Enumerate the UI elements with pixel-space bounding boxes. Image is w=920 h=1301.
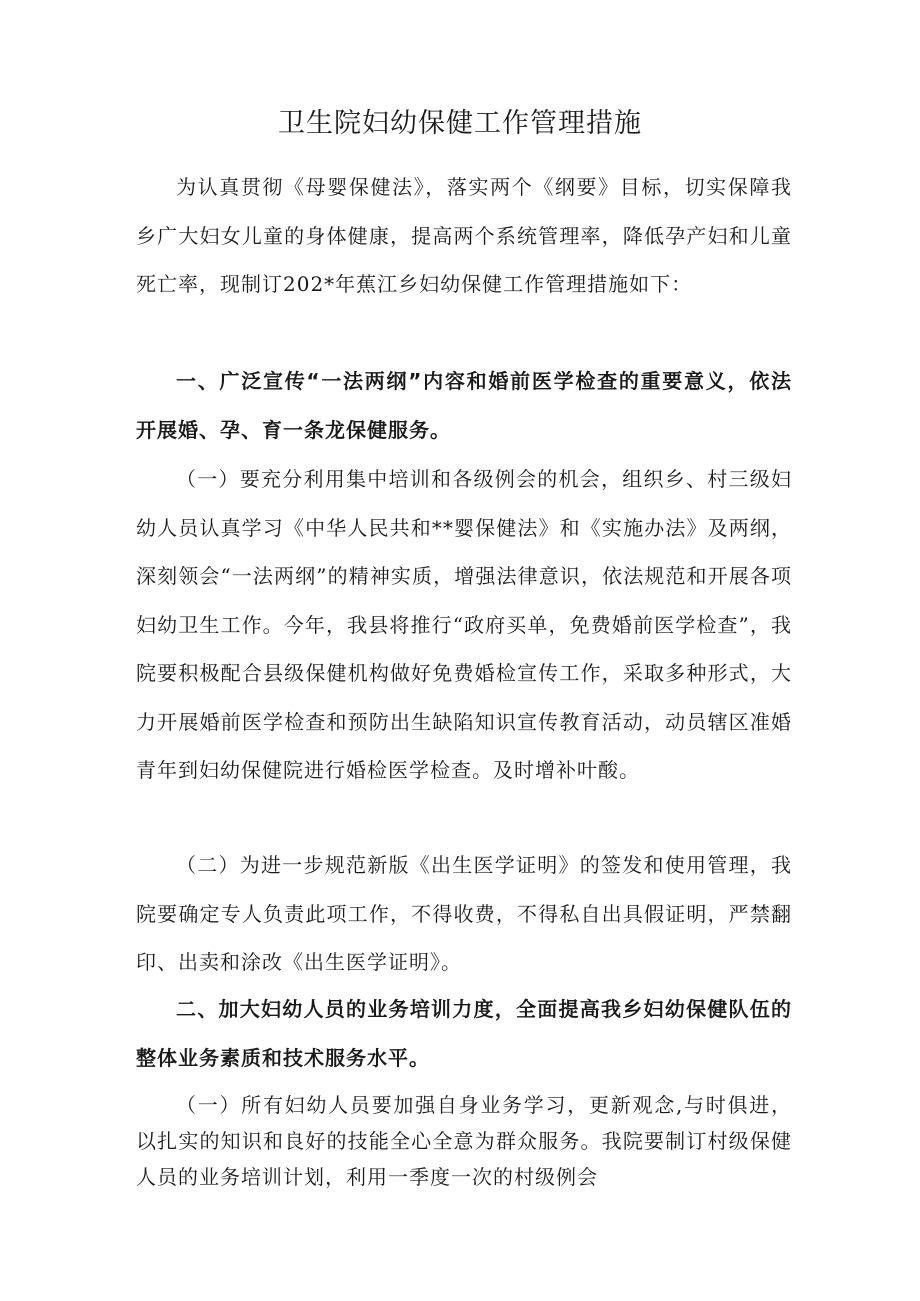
document-title: 卫生院妇幼保健工作管理措施 <box>278 108 642 139</box>
section-1-item-2: （二）为进一步规范新版《出生医学证明》的签发和使用管理，我院要确定专人负责此项工作，不得收费，不得私自出具假证明，严禁翻印、出卖和涂改《出生医学证明》。 <box>136 853 792 974</box>
section-2-heading: 二、加大妇幼人员的业务培训力度，全面提高我乡妇幼保健队伍的整体业务素质和技术服务水平。 <box>136 997 792 1070</box>
intro-paragraph: 为认真贯彻《母婴保健法》，落实两个《纲要》目标，切实保障我乡广大妇女儿童的身体健康，提高两个系统管理率，降低孕产妇和儿童死亡率，现制订202*年蕉江乡妇幼保健工作管理措施如下： <box>136 175 792 296</box>
section-1-item-1: （一）要充分利用集中培训和各级例会的机会，组织乡、村三级妇幼人员认真学习《中华人民共和**婴保健法》和《实施办法》及两纲，深刻领会“一法两纲”的精神实质，增强法律意识，依法规范和开展各项妇幼卫生工作。今年，我县将推行“政府买单，免费婚前医学检查”，我院要积极配合县级保健机构做好免费婚检宣传工作，采取多种形式，大力开展婚前医学检查和预防出生缺陷知识宣传教育活动，动员辖区准婚青年到妇幼保健院进行婚检医学检查。及时增补叶酸。 <box>136 467 792 782</box>
section-2-item-1: （一）所有妇幼人员要加强自身业务学习，更新观念,与时俱进，以扎实的知识和良好的技能全心全意为群众服务。我院要制订村级保健人员的业务培训计划，利用一季度一次的村级例会 <box>136 1093 792 1189</box>
section-1-heading: 一、广泛宣传“一法两纲”内容和婚前医学检查的重要意义，依法开展婚、孕、育一条龙保健服务。 <box>136 369 792 442</box>
